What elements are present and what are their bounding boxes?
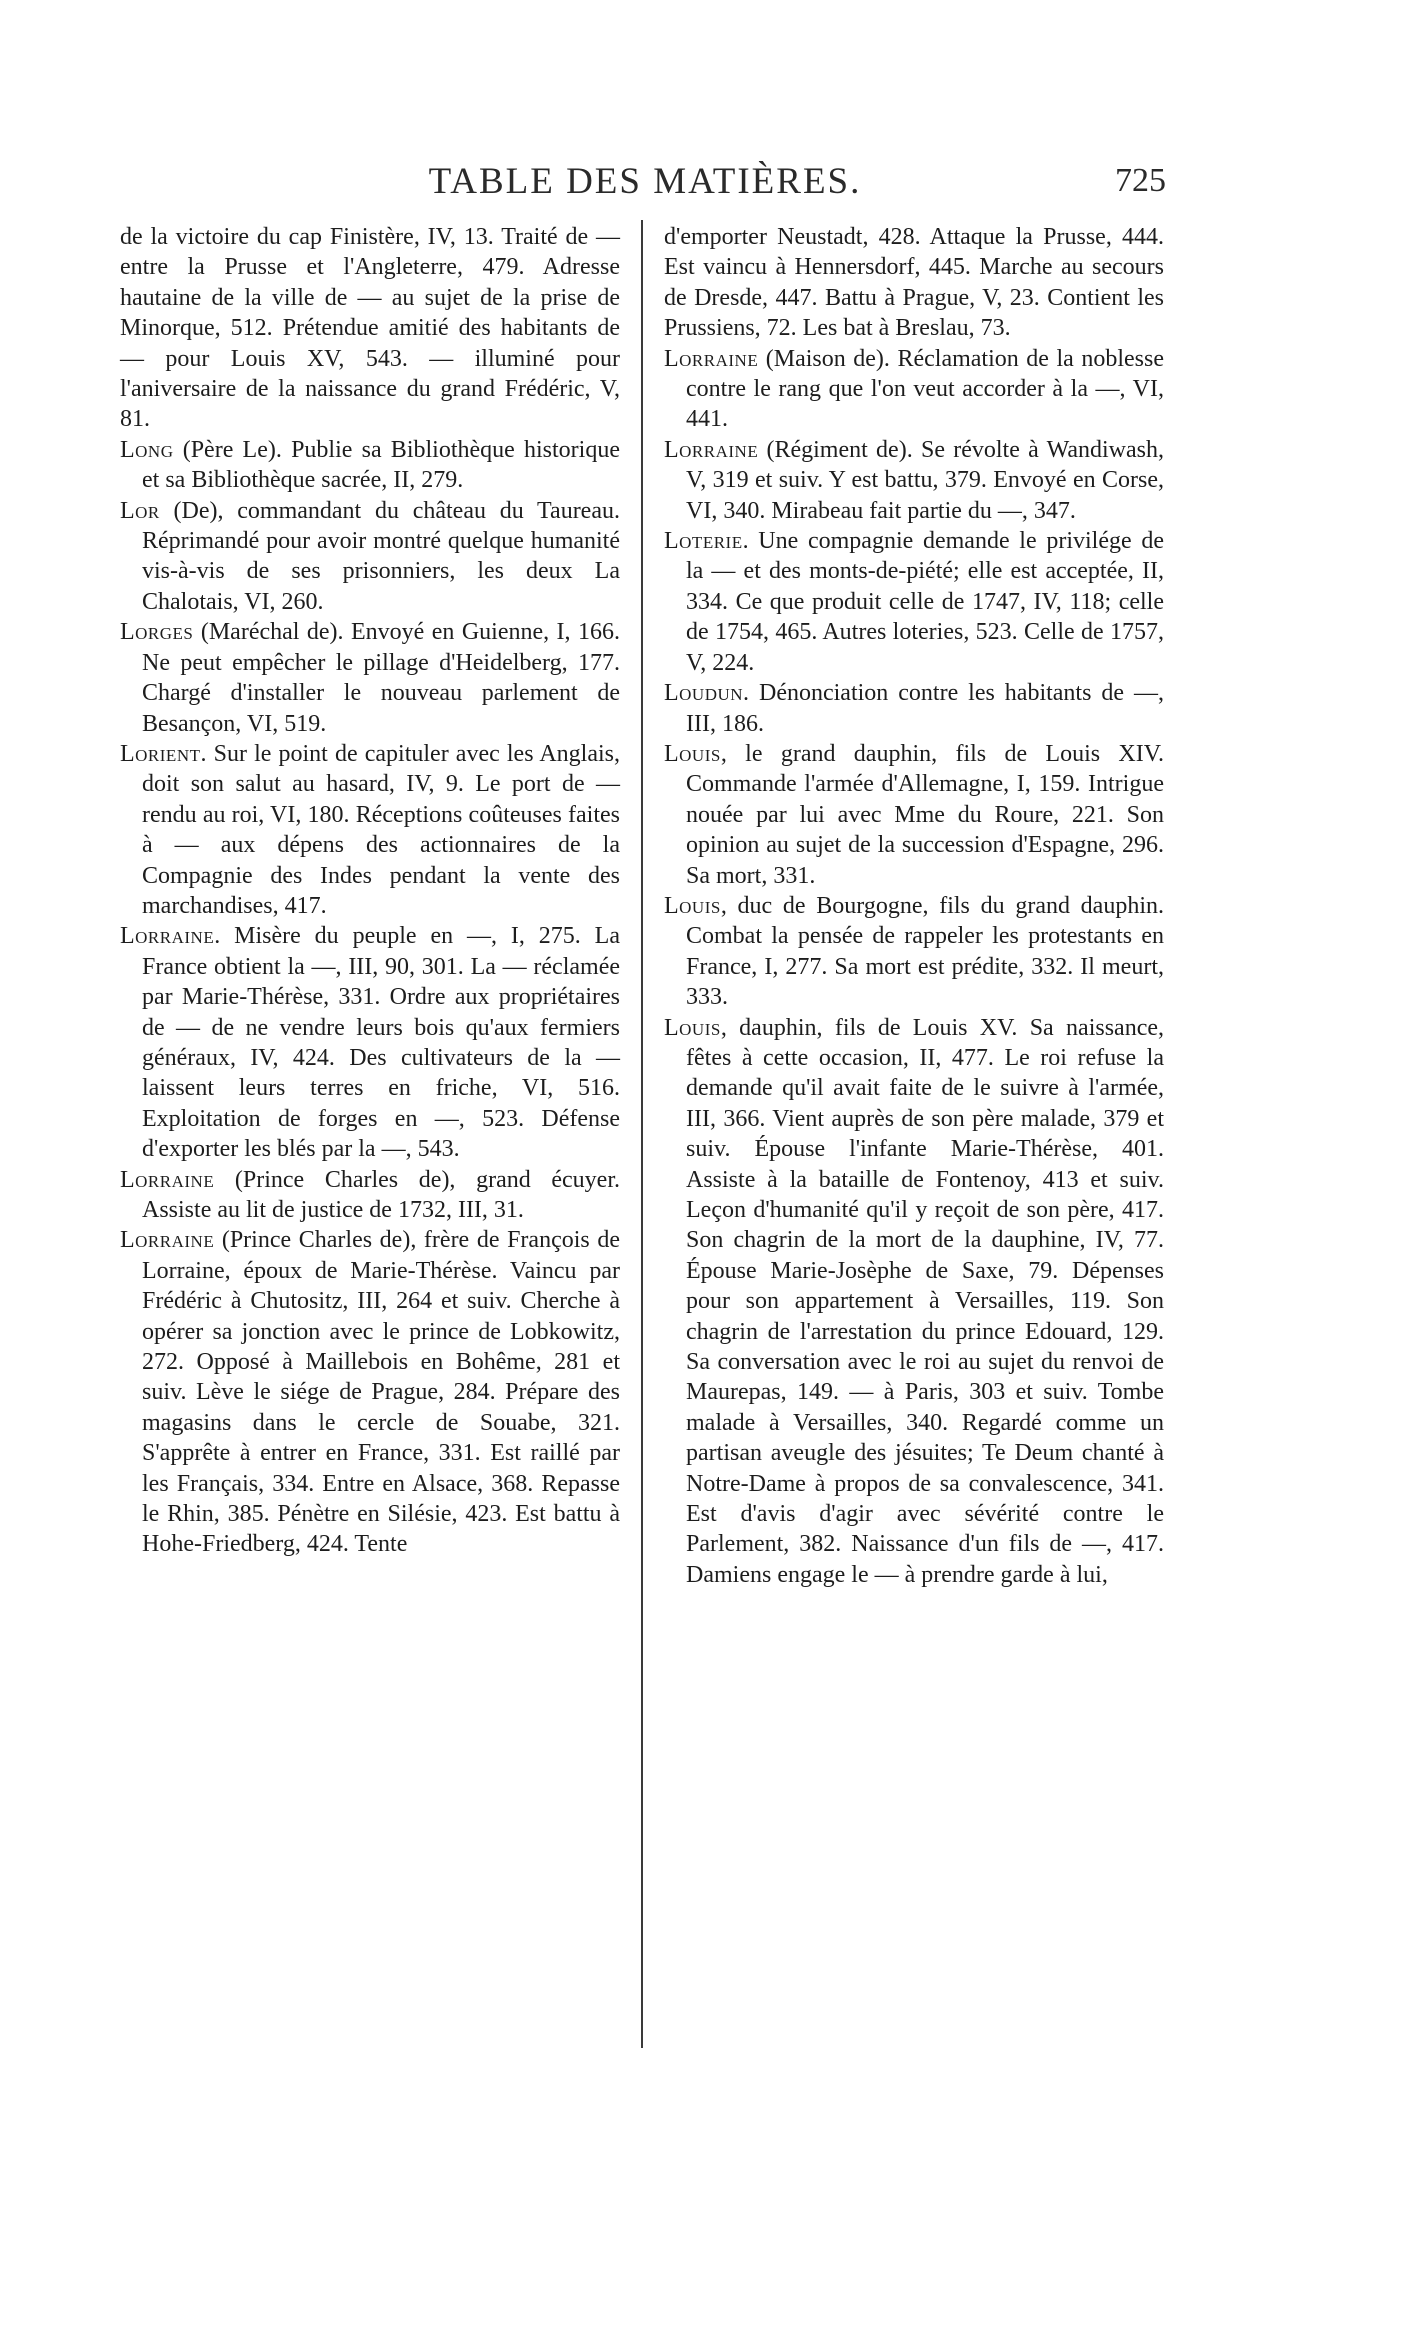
entry-text: (Régiment de). Se révolte à Wandiwash, V, 319 et suiv. Y est battu, 379. Envoyé en Corse, VI, 340. Mirabeau fait partie du —, 347. <box>686 436 1164 524</box>
index-entry <box>120 1225 620 1559</box>
index-entry <box>664 222 1164 344</box>
index-entry <box>664 344 1164 435</box>
index-entry <box>664 435 1164 526</box>
index-entry <box>120 739 620 921</box>
index-entry <box>120 435 620 496</box>
entry-text: (Maison de). Réclamation de la noblesse contre le rang que l'on veut accorder à la —, VI, 441. <box>686 345 1164 433</box>
entry-text: (Père Le). Publie sa Bibliothèque historique et sa Bibliothèque sacrée, II, 279. <box>142 436 620 494</box>
page-number: 725 <box>1115 162 1166 199</box>
entry-headword: Lorraine <box>120 1166 215 1193</box>
entry-headword: Lorient <box>120 740 201 767</box>
entry-headword: Louis <box>664 892 721 919</box>
entry-text: . Dénonciation contre les habitants de —, III, 186. <box>686 680 1164 737</box>
entry-text: , duc de Bourgogne, fils du grand dauphin. Combat la pensée de rappeler les protestants en France, I, 277. Sa mort est prédite, 332. Il meurt, 333. <box>686 892 1164 1011</box>
entry-text: (Prince Charles de), grand écuyer. Assiste au lit de justice de 1732, III, 31. <box>142 1166 620 1223</box>
entry-text: (De), commandant du château du Taureau. Réprimandé pour avoir montré quelque humanité vis-à-vis de ses prisonniers, les deux La Chalotais, VI, 260. <box>142 497 620 615</box>
index-entry <box>664 678 1164 739</box>
entry-headword: Loudun <box>664 680 744 707</box>
entry-headword: Lor <box>120 497 160 524</box>
entry-headword: Louis <box>664 740 721 767</box>
entry-headword: Lorges <box>120 619 194 646</box>
entry-text: . Une compagnie demande le privilége de la — et des monts-de-piété; elle est acceptée, II, 334. Ce que produit celle de 1747, IV, 118; celle de 1754, 465. Autres loteries, 523. Celle de 1757, V, 224. <box>686 528 1164 676</box>
entry-text: d'emporter Neustadt, 428. Attaque la Prusse, 444. Est vaincu à Hennersdorf, 445. Marche au secours de Dresde, 447. Battu à Prague, V, 23. Contient les Prussiens, 72. Les bat à Breslau, 73. <box>664 224 1164 342</box>
running-head <box>0 160 1413 210</box>
entry-text: (Prince Charles de), frère de François de Lorraine, époux de Marie-Thérèse. Vaincu par Frédéric à Chutositz, III, 264 et suiv. Cherche à opérer sa jonction avec le prince de Lobkowitz, 272. Opposé à Maillebois en Bohême, 281 et suiv. Lève le siége de Prague, 284. Prépare des magasins dans le cercle de Souabe, 321. S'apprête à entrer en France, 331. Est raillé par les Français, 334. Entre en Alsace, 368. Repasse le Rhin, 385. Pénètre en Silésie, 423. Est battu à Hohe-Friedberg, 424. Tente <box>142 1227 620 1558</box>
entry-headword: Lorraine <box>120 923 215 950</box>
index-entry <box>664 891 1164 1013</box>
index-entry <box>120 921 620 1164</box>
left-column <box>120 222 620 1560</box>
page-title: TABLE DES MATIÈRES. <box>428 161 862 202</box>
index-entry <box>120 222 620 435</box>
index-entry <box>120 617 620 739</box>
entry-text: , dauphin, fils de Louis XV. Sa naissance, fêtes à cette occasion, II, 477. Le roi refuse la demande qu'il avait faite de le suivre à l'armée, III, 366. Vient auprès de son père malade, 379 et suiv. Épouse l'infante Marie-Thérèse, 401. Assiste à la bataille de Fontenoy, 413 et suiv. Leçon d'humanité qu'il y reçoit de son père, 417. Son chagrin de la mort de la dauphine, IV, 77. Épouse Marie-Josèphe de Saxe, 79. Dépenses pour son appartement à Versailles, 119. Son chagrin de l'arrestation du prince Edouard, 129. Sa conversation avec le roi au sujet du renvoi de Maurepas, 149. — à Paris, 303 et suiv. Tombe malade à Versailles, 340. Regardé comme un partisan aveugle des jésuites; Te Deum chanté à Notre-Dame à propos de sa convalescence, 341. Est d'avis d'agir avec sévérité contre le Parlement, 382. Naissance d'un fils de —, 417. Damiens engage le — à prendre garde à lui, <box>686 1014 1164 1588</box>
entry-headword: Lorraine <box>664 345 759 372</box>
entry-headword: Louis <box>664 1014 721 1041</box>
entry-headword: Loterie <box>664 528 743 555</box>
entry-text: , le grand dauphin, fils de Louis XIV. Commande l'armée d'Allemagne, I, 159. Intrigue nouée par lui avec Mme du Roure, 221. Son opinion au sujet de la succession d'Espagne, 296. Sa mort, 331. <box>686 740 1164 889</box>
entry-text: de la victoire du cap Finistère, IV, 13. Traité de — entre la Prusse et l'Angleterre, 479. Adresse hautaine de la ville de — au sujet de la prise de Minorque, 512. Prétendue amitié des habitants de — pour Louis XV, 543. — illuminé pour l'aniversaire de la naissance du grand Frédéric, V, 81. <box>120 224 620 433</box>
index-entry <box>120 496 620 618</box>
right-column <box>664 222 1164 1590</box>
index-entry <box>664 1013 1164 1591</box>
index-entry <box>120 1165 620 1226</box>
entry-headword: Long <box>120 436 174 463</box>
entry-text: . Misère du peuple en —, I, 275. La France obtient la —, III, 90, 301. La — réclamée par Marie-Thérèse, 331. Ordre aux propriétaires de — de ne vendre leurs bois qu'aux fermiers généraux, IV, 424. Des cultivateurs de la — laissent leurs terres en friche, VI, 516. Exploitation de forges en —, 523. Défense d'exporter les blés par la —, 543. <box>142 923 620 1163</box>
index-entry <box>664 739 1164 891</box>
index-entry <box>664 526 1164 678</box>
entry-headword: Lorraine <box>120 1227 215 1254</box>
column-divider <box>641 220 643 2048</box>
entry-text: . Sur le point de capituler avec les Anglais, doit son salut au hasard, IV, 9. Le port de — rendu au roi, VI, 180. Réceptions coûteuses faites à — aux dépens des actionnaires de la Compagnie des Indes pendant la vente des marchandises, 417. <box>142 740 620 919</box>
entry-text: (Maréchal de). Envoyé en Guienne, I, 166. Ne peut empêcher le pillage d'Heidelberg, 177. Chargé d'installer le nouveau parlement de Besançon, VI, 519. <box>142 619 620 737</box>
entry-headword: Lorraine <box>664 436 759 463</box>
